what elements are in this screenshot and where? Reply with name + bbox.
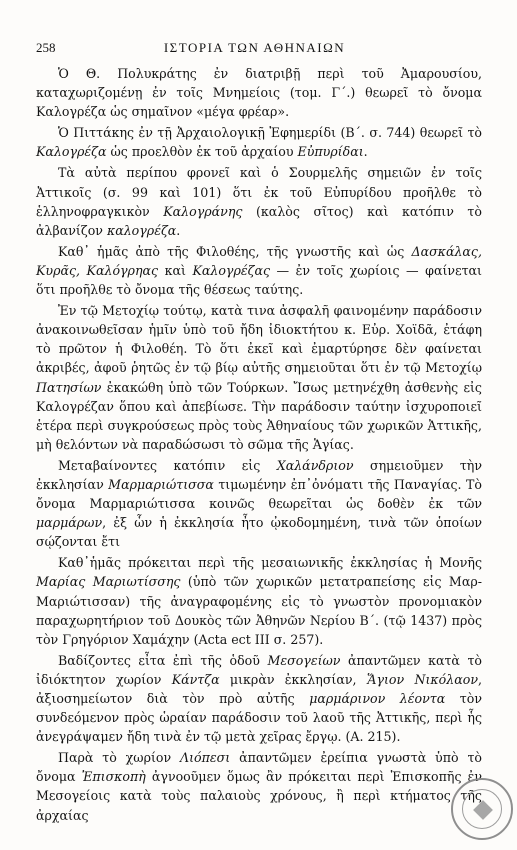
paragraph xyxy=(36,748,482,824)
italic-term: Μαρίας Μαριωτίσσης xyxy=(36,574,181,590)
body-text xyxy=(36,64,482,825)
text-run: (καλὸς σῖτος) καὶ κατόπιν τὸ ἀλβανίζον xyxy=(36,203,482,238)
italic-term: καλογρέζα xyxy=(106,222,177,238)
text-run: καὶ xyxy=(158,262,193,278)
text-run: τιμωμένην ἐπ᾿ὀνόματι τῆς Παναγίας. Τὸ ὄνομα Μαρμαριώτισσα κοινῶς θεωρεῖται ὡς δοθὲν ἐκ τῶν xyxy=(36,476,482,512)
italic-term: Μεσογείων xyxy=(267,652,341,668)
italic-term: Καλογρέζα xyxy=(36,144,107,160)
paragraph xyxy=(36,651,482,746)
text-run: ἐκακώθη ὑπὸ τῶν Τούρκων. Ἴσως μετηνέχθη ἀσθενὴς εἰς Καλογρέζαν ὅπου καὶ ἀπεβίωσε. Τὴν παράδοσιν ταύτην ἰσχυροποιεῖ ἑτέρα περὶ συγκρούσεως πρὸς τοὺς Ἀθηναίους τῶν χωρικῶν Ἀττικῆς, μὴ θελόντων νὰ παραδώσωσι τὸ σῶμα τῆς Ἁγίας. xyxy=(36,379,482,452)
page-number: 258 xyxy=(36,40,56,55)
italic-term: Μαρμαριώτισσα xyxy=(108,476,214,492)
text-run: Καθ᾿ ἡμᾶς ἀπὸ τῆς Φιλοθέης, τῆς γνωστῆς καὶ ὡς xyxy=(58,243,412,259)
italic-term: Χαλάνδριον xyxy=(276,457,354,473)
stamp-inner-ring xyxy=(462,789,502,829)
text-run: , ἀξιοσημείωτον διὰ τὸν πρὸ αὐτῆς xyxy=(36,671,482,706)
italic-term: Λιόπεσι xyxy=(180,750,231,766)
stamp-emblem xyxy=(473,800,493,820)
text-run: , ἐξ ὧν ἡ ἐκκλησία ἦτο ᾠκοδομημένη, τινὰ τῶν ὁποίων σῴζονται ἔτι xyxy=(36,515,482,550)
running-head: ΙΣΤΟΡΙΑ ΤΩΝ ΑΘΗΝΑΙΩΝ xyxy=(163,40,346,55)
italic-term: Εὐπυρίδαι xyxy=(297,144,364,160)
text-run: ἀγνοοῦμεν ὅμως ἂν πρόκειται περὶ Ἐπισκοπῆς ἐν Μεσογείοις κατὰ τοὺς παλαιοὺς χρόνους, ἢ περὶ κτήματος τῆς ἀρχαίας xyxy=(36,769,483,823)
italic-term: μαρμάρινον λέοντα xyxy=(309,691,446,706)
text-run: Τὰ αὐτὰ περίπου φρονεῖ καὶ ὁ Σουρμελῆς σημειῶν ἐν τοῖς Ἀττικοῖς (σ. 99 καὶ 101) ὅτι ἐκ τοῦ Εὐπυρίδου προῆλθε τὸ ἑλληνοφραγκικὸν xyxy=(36,165,482,219)
paragraph xyxy=(36,64,482,121)
page-header xyxy=(32,40,477,60)
text-run: Ὁ Πιττάκης ἐν τῇ Ἀρχαιολογικῇ Ἐφημερίδι (Β΄. σ. 744) θεωρεῖ τὸ xyxy=(58,125,482,141)
paragraph xyxy=(36,301,482,454)
paragraph xyxy=(36,553,482,648)
text-run: Καθ᾿ἡμᾶς πρόκειται περὶ τῆς μεσαιωνικῆς ἐκκλησίας ἡ Μονῆς xyxy=(58,555,482,571)
italic-term: Ἅγιον Νικόλαον xyxy=(366,671,478,687)
paragraph xyxy=(36,456,482,551)
text-run: (ὑπὸ τῶν χωρικῶν μετατραπείσης εἰς Μαρ-Μαριώτισσαν) τῆς ἀναγραφομένης εἰς τὸ γνωστὸν προνομιακὸν παραχωρητήριον τοῦ Δουκὸς τῶν Ἀθηνῶν Νερίου Β΄. (τῷ 1437) πρὸς τὸν Γρηγόριον Χαμάχην (Acta ect III σ. 257). xyxy=(36,574,482,647)
text-run: ἀπαντῶμεν κατὰ τὸ ἰδιόκτητον χωρίον xyxy=(36,652,483,687)
italic-term: Δασκάλας, Κυρᾶς, Καλόγρηας xyxy=(36,243,482,278)
paragraph xyxy=(36,242,482,299)
paragraph xyxy=(36,163,482,239)
text-run: — ἐν τοῖς χωρίοις — φαίνεται ὅτι προῆλθε τὸ ὄνομα τῆς θέσεως ταύτης. xyxy=(36,262,482,298)
paragraph xyxy=(36,123,482,161)
italic-term: Καλογρέζας xyxy=(192,262,271,278)
library-stamp-icon xyxy=(451,778,513,840)
text-run: Μεταβαίνοντες κατόπιν εἰς xyxy=(58,457,277,473)
italic-term: Πατησίων xyxy=(36,379,102,395)
text-run: ἀπαντῶμεν ἐρείπια γνωστὰ ὑπὸ τὸ ὄνομα xyxy=(36,750,482,785)
text-run: Βαδίζοντες εἶτα ἐπὶ τῆς ὁδοῦ xyxy=(58,652,268,668)
text-run: Ὁ Θ. Πολυκράτης ἐν διατριβῇ περὶ τοῦ Ἀμαρουσίου, καταχωριζομένῃ ἐν τοῖς Μνημείοις (τομ. Γ΄.) θεωρεῖ τὸ ὄνομα Καλογρέζα ὡς σημαῖνον «μέγα φρέαρ». xyxy=(36,66,482,120)
text-run: Ἐν τῷ Μετοχίῳ τούτῳ, κατὰ τινα ἀσφαλῆ φαινομένην παράδοσιν ἀνακοινωθεῖσαν ἡμῖν ὑπὸ τοῦ ἤδη ἰδιοκτήτου κ. Εὐρ. Χοϊδᾶ, ἐτάφη τὸ πρῶτον ἡ Φιλοθέη. Τὸ ὅτι ἐκεῖ καὶ ἐμαρτύρησε δὲν φαίνεται ἀκριβές, ἀφοῦ ῥητῶς ἐν τῷ βίῳ αὐτῆς σημειοῦται ὅτι ἐν τῷ Μετοχίῳ xyxy=(36,303,482,376)
text-run: ὡς προελθὸν ἐκ τοῦ ἀρχαίου xyxy=(106,144,298,160)
italic-term: Ἐπισκοπὴ xyxy=(81,769,146,785)
text-run: σημειοῦμεν τὴν ἐκκλησίαν xyxy=(36,457,482,492)
text-run: μικρὰν ἐκκλησίαν, xyxy=(219,671,367,687)
italic-term: μαρμάρων xyxy=(36,515,103,531)
text-run: . xyxy=(363,144,368,160)
italic-term: Καλογράνης xyxy=(163,203,243,219)
text-run: Παρὰ τὸ χωρίον xyxy=(58,750,181,766)
italic-term: Κάντζα xyxy=(171,671,220,687)
text-run: τὸν συνδεόμενον πρὸς ὡραίαν παράδοσιν τοῦ λαοῦ τῆς Ἀττικῆς, περὶ ἧς ἀνεγράψαμεν ἤδη τινὰ ἐν τῷ μετὰ χεῖρας ἔργῳ. (Α. 215). xyxy=(36,691,482,745)
text-run: . xyxy=(176,222,181,238)
